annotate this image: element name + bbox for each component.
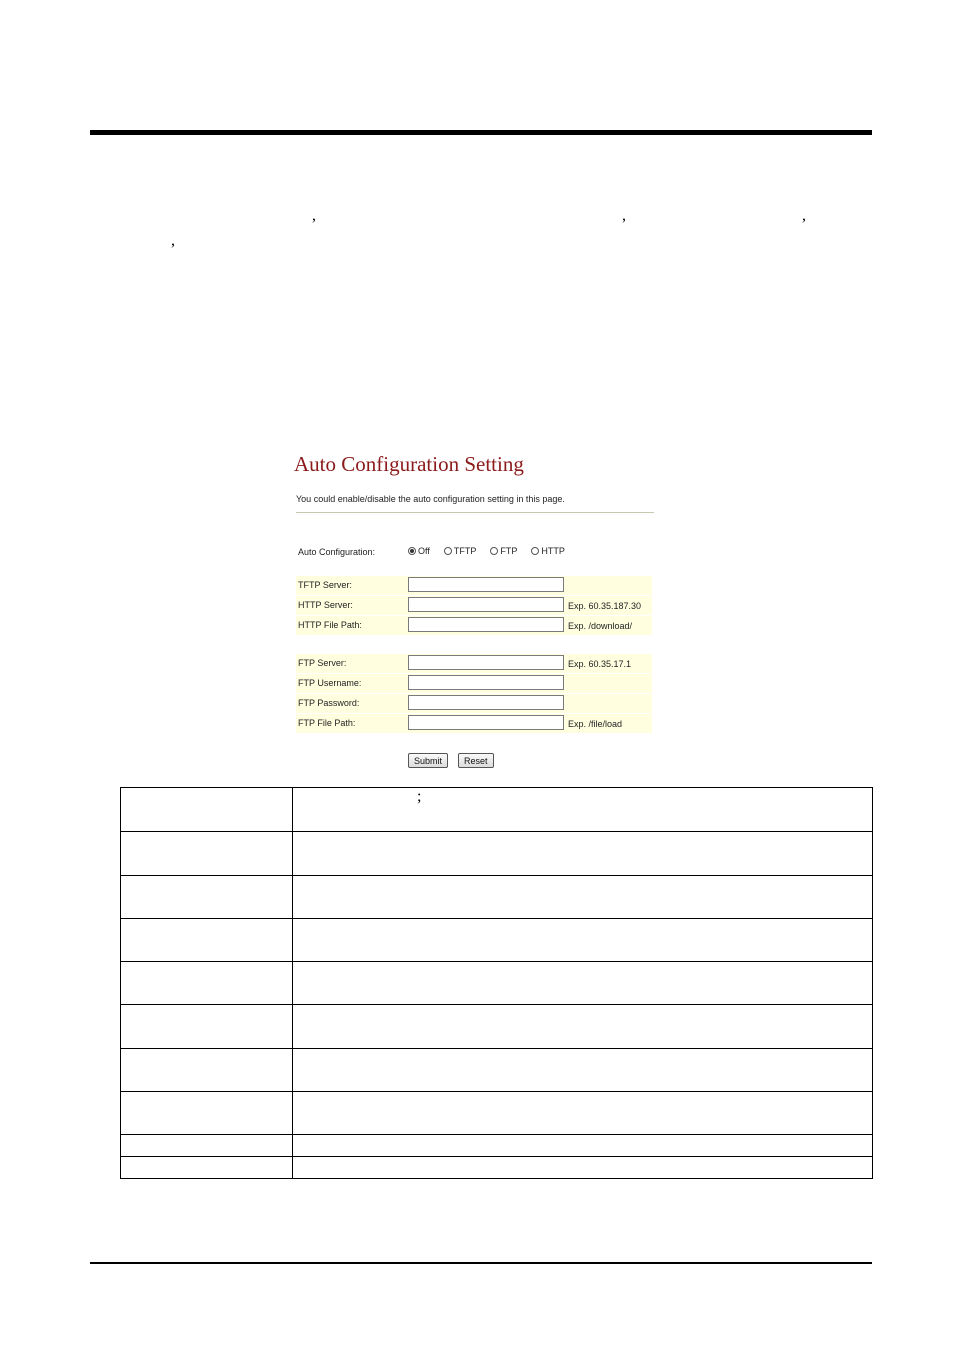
description-table bbox=[120, 787, 873, 1179]
radio-off-label: Off bbox=[418, 546, 430, 556]
table-cell bbox=[293, 1157, 873, 1179]
http-server-input[interactable] bbox=[408, 597, 564, 612]
panel-title: Auto Configuration Setting bbox=[294, 452, 524, 476]
table-cell bbox=[121, 1049, 293, 1092]
table-cell bbox=[121, 788, 293, 832]
table-cell bbox=[293, 788, 873, 832]
http-server-hint: Exp. 60.35.187.30 bbox=[568, 601, 642, 611]
auto-config-radio-group bbox=[408, 545, 579, 557]
radio-ftp[interactable] bbox=[490, 546, 517, 556]
stray-comma: , bbox=[802, 207, 806, 224]
radio-unchecked-icon[interactable] bbox=[531, 547, 539, 555]
panel-description: You could enable/disable the auto configuration setting in this page. bbox=[296, 494, 565, 504]
tftp-server-label: TFTP Server: bbox=[298, 580, 352, 590]
table-row bbox=[121, 1092, 873, 1135]
radio-tftp[interactable] bbox=[444, 546, 477, 556]
panel-separator bbox=[296, 512, 654, 513]
table-cell bbox=[293, 1135, 873, 1157]
radio-ftp-label: FTP bbox=[500, 546, 518, 556]
submit-button[interactable]: Submit bbox=[408, 753, 448, 768]
http-file-path-hint: Exp. /download/ bbox=[568, 621, 633, 631]
radio-http-label: HTTP bbox=[541, 546, 565, 556]
table-cell bbox=[293, 962, 873, 1005]
auto-configuration-panel bbox=[294, 448, 656, 778]
table-cell bbox=[293, 1005, 873, 1049]
table-cell bbox=[293, 1049, 873, 1092]
table-cell bbox=[121, 876, 293, 919]
table-row bbox=[121, 1005, 873, 1049]
table-cell bbox=[121, 919, 293, 962]
ftp-server-hint: Exp. 60.35.17.1 bbox=[568, 659, 632, 669]
ftp-server-row bbox=[296, 654, 652, 673]
stray-comma: , bbox=[622, 207, 626, 224]
ftp-file-path-input[interactable] bbox=[408, 715, 564, 730]
table-row bbox=[121, 832, 873, 876]
stray-comma: , bbox=[312, 207, 316, 224]
ftp-username-input[interactable] bbox=[408, 675, 564, 690]
table-row bbox=[121, 1135, 873, 1157]
table-cell bbox=[293, 1092, 873, 1135]
ftp-password-label: FTP Password: bbox=[298, 698, 360, 708]
http-file-path-row bbox=[296, 616, 652, 635]
ftp-password-input[interactable] bbox=[408, 695, 564, 710]
table-cell bbox=[121, 832, 293, 876]
ftp-username-row bbox=[296, 674, 652, 693]
radio-off[interactable] bbox=[408, 546, 430, 556]
table-row bbox=[121, 919, 873, 962]
auto-config-label: Auto Configuration: bbox=[298, 547, 376, 557]
table-cell bbox=[293, 876, 873, 919]
table-row bbox=[121, 962, 873, 1005]
ftp-server-input[interactable] bbox=[408, 655, 564, 670]
reset-button[interactable]: Reset bbox=[458, 753, 494, 768]
table-mark: ; bbox=[417, 788, 422, 805]
table-cell bbox=[121, 1092, 293, 1135]
table-cell bbox=[121, 1157, 293, 1179]
http-file-path-label: HTTP File Path: bbox=[298, 620, 362, 630]
radio-http[interactable] bbox=[531, 546, 565, 556]
table-cell bbox=[293, 832, 873, 876]
ftp-file-path-label: FTP File Path: bbox=[298, 718, 356, 728]
radio-unchecked-icon[interactable] bbox=[444, 547, 452, 555]
radio-checked-icon[interactable] bbox=[408, 547, 416, 555]
ftp-file-path-row bbox=[296, 714, 652, 733]
table-row bbox=[121, 876, 873, 919]
tftp-server-row bbox=[296, 576, 652, 595]
table-row bbox=[121, 1157, 873, 1179]
http-file-path-input[interactable] bbox=[408, 617, 564, 632]
tftp-server-input[interactable] bbox=[408, 577, 564, 592]
table-cell bbox=[121, 1005, 293, 1049]
radio-tftp-label: TFTP bbox=[453, 546, 477, 556]
http-server-row bbox=[296, 596, 652, 615]
table-cell bbox=[121, 962, 293, 1005]
table-cell bbox=[293, 919, 873, 962]
http-server-label: HTTP Server: bbox=[298, 600, 353, 610]
footer-rule bbox=[90, 1262, 872, 1264]
ftp-username-label: FTP Username: bbox=[298, 678, 362, 688]
table-row bbox=[121, 1049, 873, 1092]
ftp-server-label: FTP Server: bbox=[298, 658, 347, 668]
ftp-password-row bbox=[296, 694, 652, 713]
ftp-file-path-hint: Exp. /file/load bbox=[568, 719, 623, 729]
table-row bbox=[121, 788, 873, 832]
table-cell bbox=[121, 1135, 293, 1157]
stray-comma: , bbox=[171, 232, 175, 249]
header-rule bbox=[90, 130, 872, 135]
radio-unchecked-icon[interactable] bbox=[490, 547, 498, 555]
